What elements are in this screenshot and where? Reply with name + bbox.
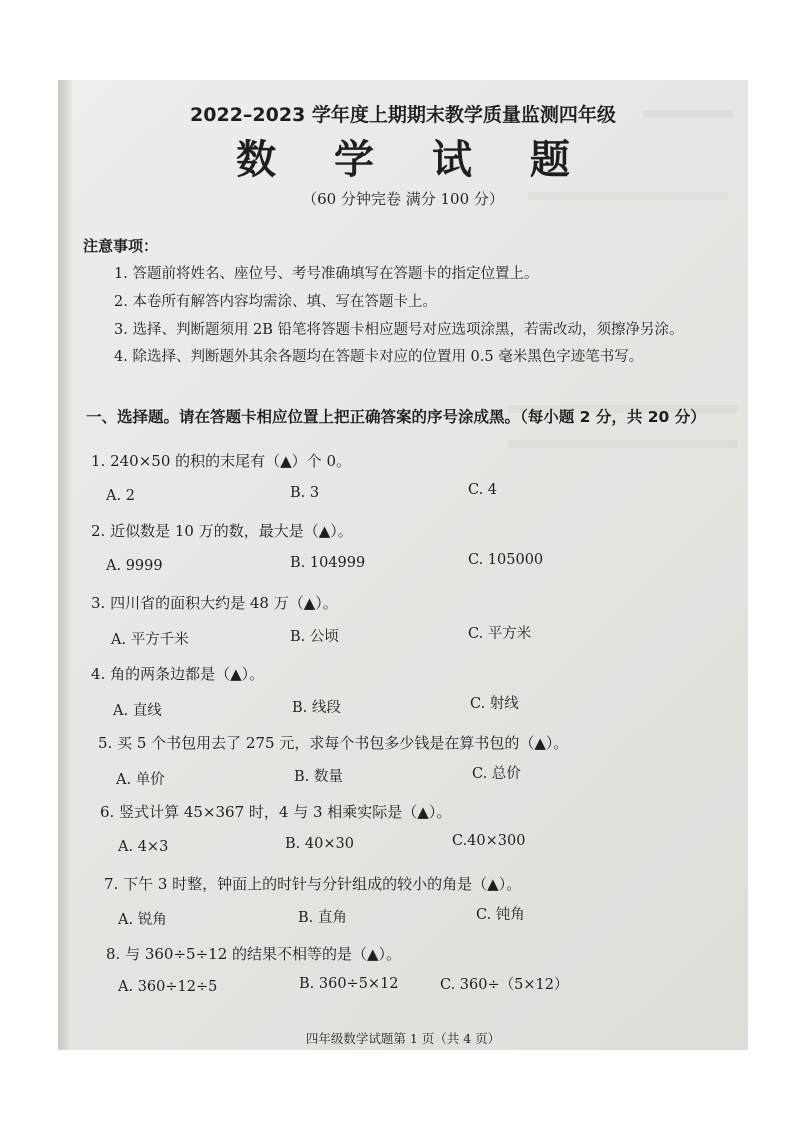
option-a: A. 平方千米: [111, 632, 189, 648]
exam-year-line: 2022–2023 学年度上期期末教学质量监测四年级: [190, 104, 616, 126]
option-b: B. 104999: [290, 555, 366, 571]
option-b: B. 直角: [298, 910, 347, 926]
option-b: B. 公顷: [290, 629, 339, 645]
option-a: A. 4×3: [118, 839, 169, 855]
notice-item: 1. 答题前将姓名、座位号、考号准确填写在答题卡的指定位置上。: [114, 266, 539, 282]
option-a: A. 9999: [106, 558, 163, 574]
question-stem: 7. 下午 3 时整，钟面上的时针与分针组成的较小的角是（▲）。: [104, 875, 522, 893]
option-c: C. 平方米: [468, 626, 532, 642]
question-stem: 4. 角的两条边都是（▲）。: [91, 665, 265, 683]
option-c: C. 总价: [472, 766, 521, 782]
exam-subtitle: （60 分钟完卷 满分 100 分）: [302, 190, 504, 208]
option-c: C.40×300: [452, 833, 526, 849]
option-b: B. 3: [290, 485, 320, 501]
option-a: A. 2: [106, 488, 135, 504]
page-edge-shadow: [58, 80, 72, 1050]
option-c: C. 105000: [468, 552, 544, 568]
question-stem: 6. 竖式计算 45×367 时，4 与 3 相乘实际是（▲）。: [100, 803, 452, 821]
notice-item: 2. 本卷所有解答内容均需涂、填、写在答题卡上。: [114, 294, 437, 310]
notice-item: 3. 选择、判断题须用 2B 铅笔将答题卡相应题号对应选项涂黑，若需改动，须擦净另涂。: [114, 322, 684, 338]
notice-title: 注意事项：: [83, 237, 159, 255]
option-a: A. 直线: [113, 703, 162, 719]
exam-paper-photo: [58, 80, 748, 1050]
option-a: A. 单价: [116, 772, 165, 788]
question-stem: 5. 买 5 个书包用去了 275 元，求每个书包多少钱是在算书包的（▲）。: [98, 734, 569, 752]
question-stem: 8. 与 360÷5÷12 的结果不相等的是（▲）。: [106, 945, 402, 963]
option-c: C. 360÷（5×12）: [440, 977, 569, 993]
option-a: A. 360÷12÷5: [118, 979, 218, 995]
option-a: A. 锐角: [118, 912, 167, 928]
notice-item: 4. 除选择、判断题外其余各题均在答题卡对应的位置用 0.5 毫米黑色字迹笔书写。: [114, 349, 644, 365]
option-b: B. 40×30: [285, 836, 354, 852]
option-b: B. 360÷5×12: [299, 976, 399, 992]
question-stem: 2. 近似数是 10 万的数，最大是（▲）。: [91, 522, 353, 540]
option-c: C. 射线: [470, 696, 519, 712]
option-c: C. 钝角: [476, 907, 525, 923]
option-c: C. 4: [468, 482, 498, 498]
option-b: B. 数量: [294, 769, 343, 785]
page-footer: 四年级数学试题第 1 页（共 4 页）: [305, 1031, 501, 1046]
exam-title: 数 学 试 题: [236, 136, 592, 183]
option-b: B. 线段: [292, 700, 341, 716]
question-stem: 3. 四川省的面积大约是 48 万（▲）。: [91, 594, 338, 612]
section-heading: 一、选择题。请在答题卡相应位置上把正确答案的序号涂成黑。（每小题 2 分，共 20 分）: [86, 408, 706, 426]
question-stem: 1. 240×50 的积的末尾有（▲）个 0。: [91, 452, 351, 470]
